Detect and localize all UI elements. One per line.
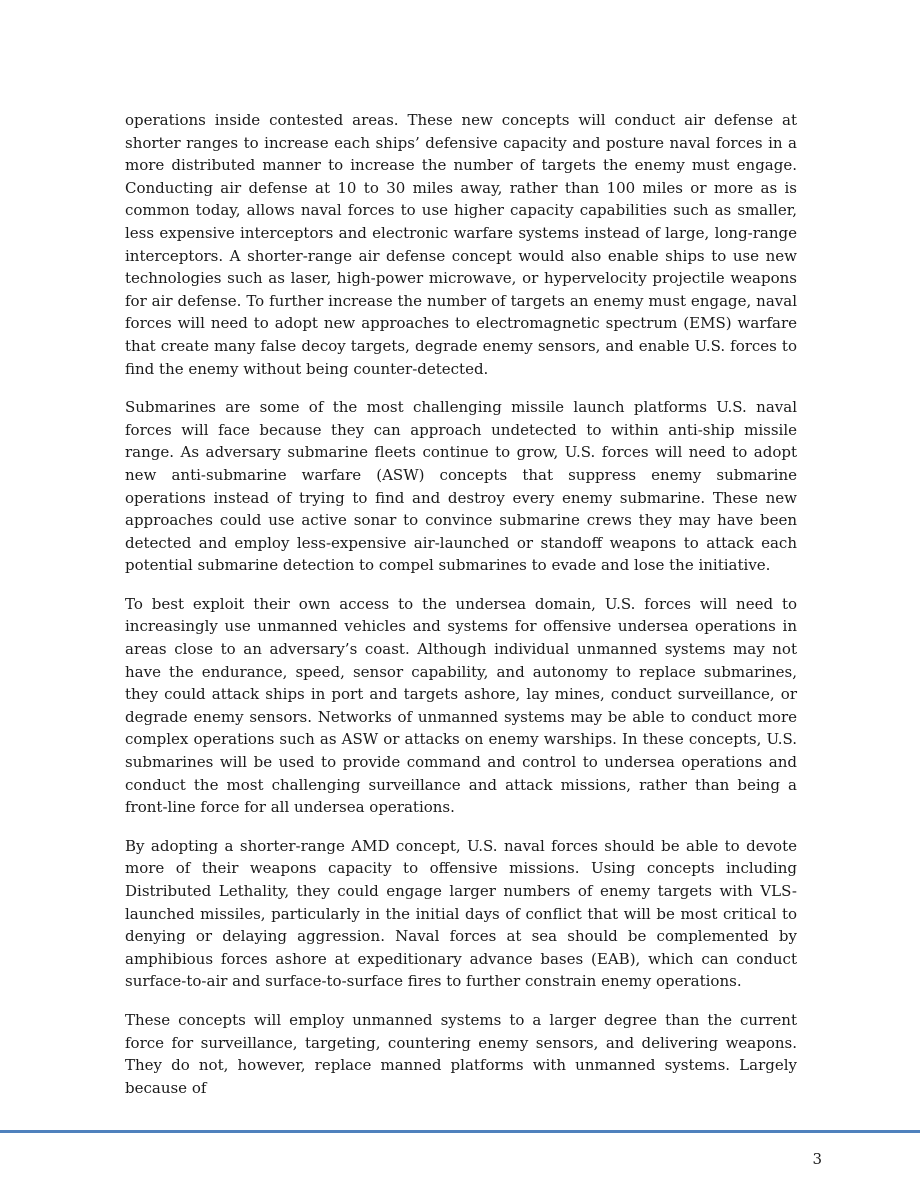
paragraph-undersea-unmanned: To best exploit their own access to the undersea domain, U.S. forces will need to increasingly use unmanned vehicles and systems for offensive undersea operations in areas close to an adversary’s coast. Although individual unmanned systems may not have the endurance, speed, sensor capability, and autonomy to replace submarines, they could attack ships in port and targets ashore, lay mines, conduct surveillance, or degrade enemy sensors. Networks of unmanned systems may be able to conduct more complex operations such as ASW or attacks on enemy warships. In these concepts, U.S. submarines will be used to provide command and control to undersea operations and conduct the most challenging surveillance and attack missions, rather than being a front-line force for all undersea operations. (125, 594, 797, 817)
paragraph-submarines: Submarines are some of the most challenging missile launch platforms U.S. naval forces will face because they can approach undetected to within anti-ship missile range. As adversary submarine fleets continue to grow, U.S. forces will need to adopt new anti-submarine warfare (ASW) concepts that suppress enemy submarine operations instead of trying to find and destroy every enemy submarine. These new approaches could use active sonar to convince submarine crews they may have been detected and employ less-expensive air-launched or standoff weapons to attack each potential submarine detection to compel submarines to evade and lose the initiative. (125, 398, 797, 575)
footer-rule (0, 1130, 920, 1133)
paragraph-air-defense: operations inside contested areas. These new concepts will conduct air defense at shorter ranges to increase each ships’ defensive capacity and posture naval forces in a more distributed manner to increase the number of targets the enemy must engage. Conducting air defense at 10 to 30 miles away, rather than 100 miles or more as is common today, allows naval forces to use higher capacity capabilities such as smaller, less expensive interceptors and electronic warfare systems instead of large, long-range interceptors. A shorter-range air defense concept would also enable ships to use new technologies such as laser, high-power microwave, or hypervelocity projectile weapons for air defense. To further increase the number of targets an enemy must engage, naval forces will need to adopt new approaches to electromagnetic spectrum (EMS) warfare that create many false decoy targets, degrade enemy sensors, and enable U.S. forces to find the enemy without being counter-detected. (125, 111, 797, 378)
paragraph-unmanned-systems: These concepts will employ unmanned systems to a larger degree than the current force for surveillance, targeting, countering enemy sensors, and delivering weapons. They do not, however, replace manned platforms with unmanned systems. Largely because of (125, 1010, 797, 1097)
page-number: 3 (812, 1150, 822, 1168)
document-body (125, 109, 797, 1099)
paragraph-amd-concept: By adopting a shorter-range AMD concept, U.S. naval forces should be able to devote more of their weapons capacity to offensive missions. Using concepts including Distributed Lethality, they could engage larger numbers of enemy targets with VLS-launched missiles, particularly in the initial days of conflict that will be most critical to denying or delaying aggression. Naval forces at sea should be complemented by amphibious forces ashore at expeditionary advance bases (EAB), which can conduct surface-to-air and surface-to-surface fires to further constrain enemy operations. (125, 836, 797, 991)
